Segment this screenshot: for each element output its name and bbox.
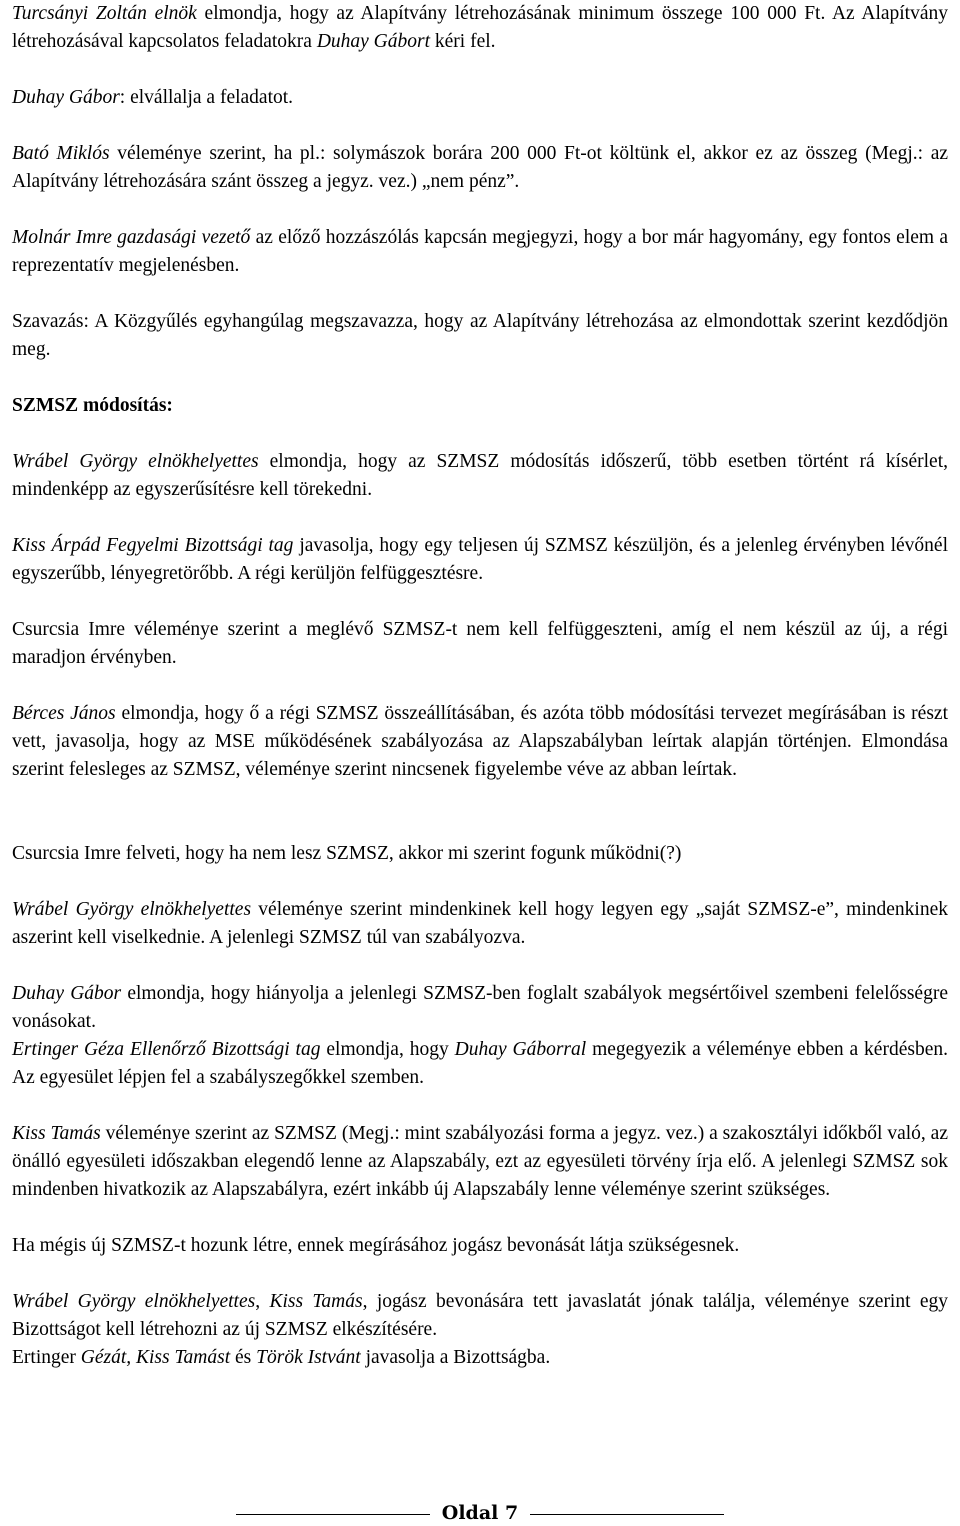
paragraph <box>12 1120 948 1204</box>
speaker-name: Kiss Tamás <box>269 1291 363 1312</box>
paragraph <box>12 0 948 56</box>
paragraph-text: elmondja, hogy hiányolja a jelenlegi SZMSZ-ben foglalt szabályok megsértőivel szembeni felelősségre vonásokat. <box>12 983 948 1032</box>
paragraph <box>12 840 948 868</box>
paragraph-text: Szavazás: A Közgyűlés egyhangúlag megszavazza, hogy az Alapítvány létrehozása az elmondottak szerint kezdődjön meg. <box>12 311 948 360</box>
section-heading <box>12 392 948 420</box>
speaker-name: Molnár Imre gazdasági vezető <box>12 227 251 248</box>
paragraph <box>12 448 948 504</box>
paragraph-text: elmondja, hogy az SZMSZ módosítás időszerű, több esetben történt rá kísérlet, mindenképp az egyszerűsítésre kell törekedni. <box>12 451 948 500</box>
paragraph <box>12 1344 948 1372</box>
paragraph-text: megegyezik a véleménye ebben a kérdésben. Az egyesület lépjen fel a szabályszegőkkel szemben. <box>12 1039 948 1088</box>
page-number: Oldal 7 <box>441 1502 519 1524</box>
paragraph-text: Ha mégis új SZMSZ-t hozunk létre, ennek megírásához jogász bevonását látja szükségesnek. <box>12 1235 740 1256</box>
speaker-name: Bérces János <box>12 703 116 724</box>
speaker-name: Bató Miklós <box>12 143 110 164</box>
speaker-name: Török Istvánt <box>256 1347 361 1368</box>
paragraph-text: Ertinger <box>12 1347 81 1368</box>
paragraph-text: véleménye szerint, ha pl.: solymászok borára 200 000 Ft-ot költünk el, akkor ez az összeg (Megj.: az Alapítvány létrehozására szánt összeg a jegyz. vez.) „nem pénz”. <box>12 143 948 192</box>
speaker-name: Duhay Gáborral <box>454 1039 587 1060</box>
paragraph-text: SZMSZ módosítás: <box>12 395 173 416</box>
speaker-name: Ertinger Géza Ellenőrző Bizottsági tag <box>12 1039 321 1060</box>
paragraph-text: javasolja a Bizottságba. <box>360 1347 551 1368</box>
paragraph-text: javasolja, hogy egy teljesen új SZMSZ készüljön, és a jelenleg érvényben lévőnél egyszerűbb, lényegretörőbb. A régi kerüljön felfüggesztésre. <box>12 535 948 584</box>
paragraph-text: , jogász bevonására tett javaslatát jónak találja, véleménye szerint egy Bizottságot kell létrehozni az új SZMSZ elkészítésére. <box>12 1291 949 1340</box>
footer-rule-left <box>236 1514 430 1515</box>
paragraph-text: véleménye szerint mindenkinek kell hogy legyen egy „saját SZMSZ-e”, mindenkinek aszerint kell viselkednie. A jelenlegi SZMSZ túl van szabályozva. <box>12 899 948 948</box>
paragraph-text: kéri fel. <box>430 31 496 52</box>
speaker-name: Turcsányi Zoltán elnök <box>12 3 197 24</box>
paragraph <box>12 896 948 952</box>
paragraph <box>12 1288 948 1344</box>
speaker-name: Wrábel György elnökhelyettes <box>12 899 252 920</box>
paragraph-text: elmondja, hogy <box>320 1039 455 1060</box>
paragraph-text: az előző hozzászólás kapcsán megjegyzi, hogy a bor már hagyomány, egy fontos elem a reprezentatív megjelenésben. <box>12 227 949 276</box>
paragraph-text: véleménye szerint az SZMSZ (Megj.: mint szabályozási forma a jegyz. vez.) a szakosztályi időkből való, az önálló egyesületi időszakban elegendő lenne az Alapszabály, ezt az egyesületi törvény írja elő. A jelenlegi SZMSZ sok mindenben hivatkozik az Alapszabályra, ezért inkább új Alapszabály lenne véleménye szerint szükséges. <box>12 1123 948 1200</box>
speaker-name: Kiss Árpád Fegyelmi Bizottsági tag <box>12 535 294 556</box>
paragraph <box>12 1232 948 1260</box>
paragraph <box>12 224 948 280</box>
paragraph-text: Csurcsia Imre felveti, hogy ha nem lesz SZMSZ, akkor mi szerint fogunk működni(?) <box>12 843 682 864</box>
speaker-name: Duhay Gábor <box>12 983 122 1004</box>
speaker-name: Kiss Tamás <box>12 1123 101 1144</box>
speaker-name: Wrábel György elnökhelyettes <box>12 1291 256 1312</box>
paragraph <box>12 140 948 196</box>
paragraph-text: : elvállalja a feladatot. <box>119 87 294 108</box>
paragraph-text: elmondja, hogy az Alapítvány létrehozásának minimum összege 100 000 Ft. Az Alapítvány létrehozásával kapcsolatos feladatokra <box>12 3 949 52</box>
paragraph-text: és <box>230 1347 257 1368</box>
paragraph <box>12 616 948 672</box>
speaker-name: Gézát, Kiss Tamást <box>80 1347 231 1368</box>
paragraph <box>12 308 948 364</box>
paragraph <box>12 1036 948 1092</box>
paragraph-text: , <box>255 1291 270 1312</box>
paragraph <box>12 980 948 1036</box>
paragraph-text: elmondja, hogy ő a régi SZMSZ összeállításában, és azóta több módosítási tervezet megírásában is részt vett, javasolja, hogy az MSE működésének szabályozása az Alapszabályban leírtak alapján történjen. Elmondása szerint felesleges az SZMSZ, véleménye szerint nincsenek figyelembe véve az abban leírtak. <box>12 703 948 780</box>
paragraph <box>12 84 948 112</box>
speaker-name: Duhay Gábort <box>316 31 431 52</box>
speaker-name: Wrábel György elnökhelyettes <box>12 451 259 472</box>
page-footer <box>0 1500 960 1526</box>
footer-rule-right <box>530 1514 724 1515</box>
paragraph <box>12 532 948 588</box>
paragraph <box>12 700 948 784</box>
paragraph-text: Csurcsia Imre véleménye szerint a meglévő SZMSZ-t nem kell felfüggeszteni, amíg el nem készül az új, a régi maradjon érvényben. <box>12 619 948 668</box>
speaker-name: Duhay Gábor <box>12 87 120 108</box>
